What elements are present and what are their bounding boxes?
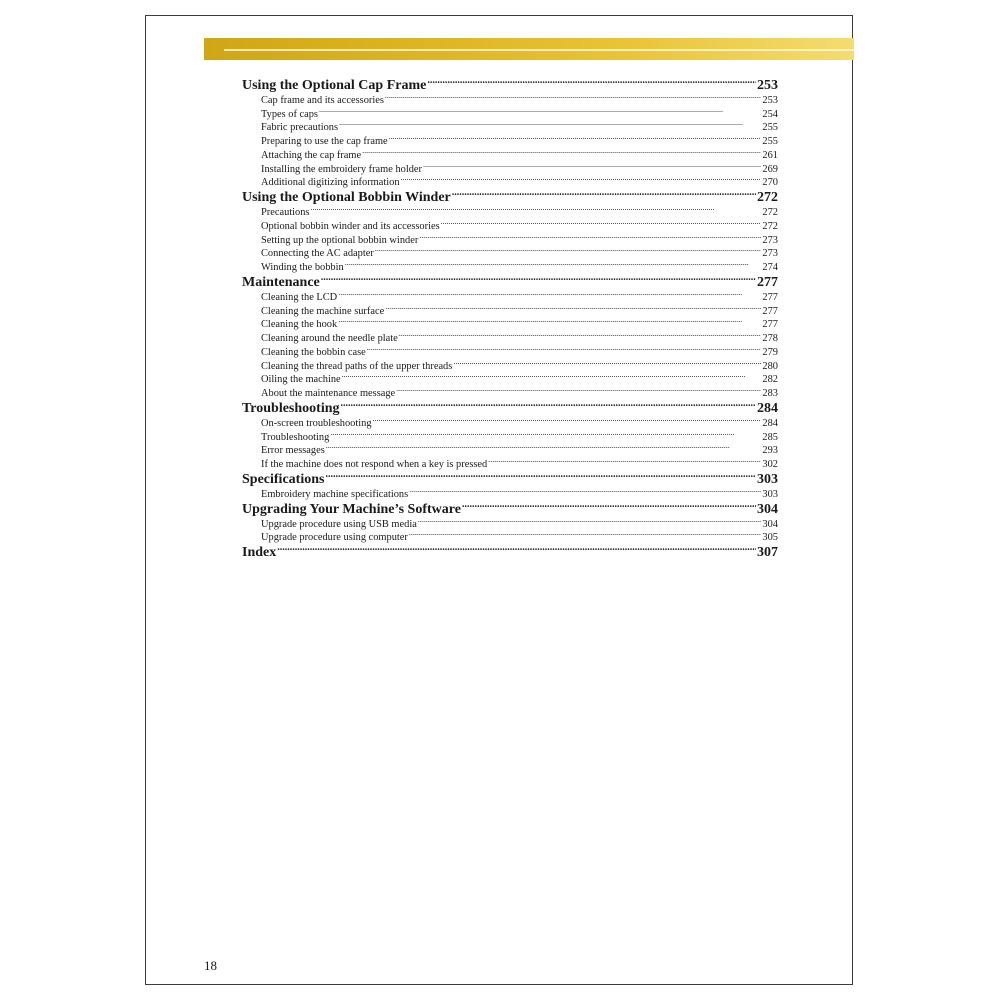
- toc-subentry-title: Additional digitizing information: [261, 177, 400, 189]
- toc-subentry-title: Cap frame and its accessories: [261, 94, 384, 106]
- toc-leader-dots: [423, 158, 761, 172]
- toc-subentry-title: Winding the bobbin: [261, 262, 344, 273]
- toc-leader-dots: [310, 201, 761, 215]
- toc-chapter-title: Upgrading Your Machine’s Software: [242, 501, 461, 517]
- toc-leader-dots: [338, 314, 761, 328]
- toc-subentry-page: 282: [762, 374, 778, 386]
- toc-chapter-entry[interactable]: [242, 73, 778, 93]
- toc-subentry-page: 254: [762, 108, 778, 120]
- toc-leader-dots: [339, 117, 761, 131]
- toc-subentry[interactable]: [242, 286, 778, 303]
- toc-leader-dots: [342, 369, 762, 383]
- toc-leader-dots: [375, 243, 762, 257]
- toc-subentry-title: Embroidery machine specifications: [261, 488, 409, 500]
- toc-subentry-page: 279: [762, 346, 778, 358]
- toc-subentry-title: Cleaning the bobbin case: [261, 346, 366, 358]
- toc-section: [242, 73, 778, 189]
- toc-subentry-page: 273: [762, 248, 778, 260]
- toc-chapter-page: 303: [757, 472, 778, 487]
- toc-leader-dots: [362, 144, 761, 158]
- toc-leader-dots: [418, 513, 762, 527]
- toc-subentry-title: Installing the embroidery frame holder: [261, 163, 422, 175]
- toc-leader-dots: [488, 453, 761, 467]
- toc-chapter-title: Using the Optional Bobbin Winder: [242, 190, 451, 206]
- toc-chapter-entry[interactable]: [242, 270, 778, 290]
- toc-chapter-page: 253: [757, 78, 778, 93]
- toc-section: [242, 185, 778, 273]
- toc-subentry-page: 270: [762, 177, 778, 189]
- toc-subentry-page: 255: [762, 122, 778, 134]
- table-of-contents: [242, 73, 778, 561]
- page-number: 18: [204, 958, 217, 973]
- document-page: [145, 15, 853, 985]
- toc-subentry-page: 273: [762, 234, 778, 246]
- toc-leader-dots: [321, 270, 756, 286]
- toc-subentry-page: 304: [762, 518, 778, 530]
- toc-subentry[interactable]: [242, 103, 778, 120]
- toc-subentry-page: 274: [762, 262, 778, 273]
- toc-chapter-entry[interactable]: [242, 540, 778, 561]
- toc-subentry-title: Oiling the machine: [261, 374, 341, 386]
- toc-leader-dots: [452, 185, 756, 201]
- toc-chapter-page: 304: [757, 501, 778, 517]
- toc-leader-dots: [345, 256, 762, 270]
- toc-subentry-page: 302: [762, 459, 778, 470]
- toc-subentry-title: Connecting the AC adapter: [261, 248, 374, 260]
- toc-chapter-page: 284: [757, 401, 778, 416]
- toc-leader-dots: [325, 467, 756, 483]
- toc-subentry-title: Error messages: [261, 445, 325, 457]
- toc-subentry-title: Preparing to use the cap frame: [261, 136, 388, 147]
- toc-chapter-title: Troubleshooting: [242, 401, 340, 416]
- toc-chapter-page: 277: [757, 275, 778, 290]
- toc-leader-dots: [453, 355, 761, 369]
- toc-subentry[interactable]: [242, 215, 778, 232]
- toc-leader-dots: [338, 286, 761, 300]
- toc-leader-dots: [396, 382, 761, 396]
- toc-subentry-page: 272: [762, 220, 778, 232]
- toc-leader-dots: [330, 426, 761, 440]
- toc-subentry-page: 272: [762, 207, 778, 218]
- toc-subentry-page: 255: [762, 136, 778, 147]
- toc-subentry-page: 283: [762, 388, 778, 399]
- toc-leader-dots: [419, 229, 761, 243]
- toc-subentry-title: Troubleshooting: [261, 431, 330, 443]
- toc-leader-dots: [409, 483, 761, 497]
- toc-subentry[interactable]: [242, 117, 778, 134]
- toc-leader-dots: [277, 540, 756, 556]
- toc-leader-dots: [367, 341, 762, 355]
- toc-subentry-title: Cleaning the thread paths of the upper threads: [261, 360, 453, 372]
- toc-leader-dots: [399, 327, 762, 341]
- toc-subentry-page: 303: [762, 488, 778, 500]
- toc-leader-dots: [319, 103, 761, 117]
- toc-subentry-title: Cleaning the LCD: [261, 291, 338, 303]
- toc-subentry-page: 284: [762, 417, 778, 429]
- toc-subentry-page: 285: [762, 431, 778, 443]
- toc-section: [242, 497, 778, 544]
- toc-subentry-title: Upgrade procedure using computer: [261, 532, 408, 544]
- toc-subentry-title: Setting up the optional bobbin winder: [261, 234, 419, 246]
- toc-chapter-page: 272: [757, 190, 778, 206]
- toc-subentry-page: 253: [762, 94, 778, 106]
- toc-subentry-title: Types of caps: [261, 108, 318, 120]
- toc-chapter-title: Specifications: [242, 472, 325, 487]
- toc-chapter-title: Maintenance: [242, 275, 320, 290]
- toc-leader-dots: [441, 215, 762, 229]
- toc-subentry-page: 277: [762, 319, 778, 331]
- toc-subentry-page: 305: [762, 532, 778, 544]
- toc-leader-dots: [389, 130, 762, 144]
- toc-subentry-page: 280: [762, 360, 778, 372]
- toc-subentry[interactable]: [242, 201, 778, 218]
- toc-subentry-page: 261: [762, 149, 778, 161]
- toc-subentry-page: 269: [762, 163, 778, 175]
- toc-subentry-title: Upgrade procedure using USB media: [261, 518, 417, 530]
- toc-subentry-title: About the maintenance message: [261, 388, 396, 399]
- toc-chapter-title: Index: [242, 545, 277, 561]
- header-band-highlight: [224, 49, 854, 51]
- toc-leader-dots: [385, 89, 761, 103]
- toc-subentry-page: 277: [762, 305, 778, 317]
- toc-subentry-page: 277: [762, 291, 778, 303]
- toc-section: [242, 467, 778, 500]
- toc-subentry-title: Cleaning around the needle plate: [261, 333, 398, 344]
- toc-leader-dots: [385, 300, 761, 314]
- toc-subentry-title: On-screen troubleshooting: [261, 417, 372, 429]
- toc-section: [242, 396, 778, 470]
- toc-leader-dots: [462, 497, 756, 513]
- toc-leader-dots: [427, 73, 756, 89]
- toc-section: [242, 540, 778, 561]
- toc-subentry-title: Optional bobbin winder and its accessories: [261, 220, 440, 232]
- toc-subentry-title: Attaching the cap frame: [261, 149, 362, 161]
- toc-chapter-page: 307: [757, 545, 778, 561]
- toc-section: [242, 270, 778, 399]
- toc-chapter-title: Using the Optional Cap Frame: [242, 78, 427, 93]
- toc-leader-dots: [409, 527, 762, 541]
- toc-leader-dots: [401, 172, 762, 186]
- toc-subentry-page: 278: [762, 333, 778, 344]
- toc-subentry-title: Cleaning the machine surface: [261, 305, 385, 317]
- toc-leader-dots: [373, 412, 762, 426]
- toc-subentry-title: If the machine does not respond when a key is pressed: [261, 459, 488, 470]
- toc-subentry-title: Precautions: [261, 207, 310, 218]
- header-band: [204, 38, 854, 60]
- toc-leader-dots: [326, 440, 762, 454]
- toc-leader-dots: [341, 396, 756, 412]
- toc-subentry-title: Fabric precautions: [261, 122, 339, 134]
- toc-subentry-page: 293: [762, 445, 778, 457]
- toc-subentry-title: Cleaning the hook: [261, 319, 338, 331]
